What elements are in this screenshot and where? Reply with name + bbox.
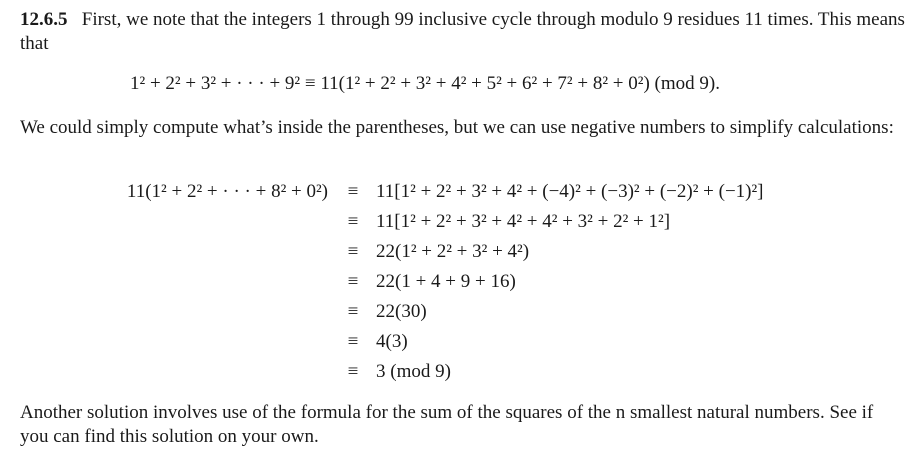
derivation-row [0,300,921,326]
closing-paragraph: Another solution involves use of the formula for the sum of the squares of the n smallest natural numbers. See if you can find this solution on your own. [20,402,874,447]
problem-number: 12.6.5 [20,9,68,30]
congruence-symbol: ≡ [347,181,359,202]
derivation-step: 3 (mod 9) [376,361,451,382]
congruence-symbol: ≡ [347,361,359,382]
congruence-symbol: ≡ [347,331,359,352]
derivation-step: 4(3) [376,331,408,352]
congruence-symbol: ≡ [347,211,359,232]
derivation-row [0,240,921,266]
derivation-step: 22(1 + 4 + 9 + 16) [376,271,516,292]
derivation-step: 22(30) [376,301,427,322]
congruence-symbol: ≡ [347,301,359,322]
derivation-step: 22(1² + 2² + 3² + 4²) [376,241,530,262]
derivation-step: 11[1² + 2² + 3² + 4² + 4² + 3² + 2² + 1²] [376,211,671,232]
intro-text: First, we note that the integers 1 through 99 inclusive cycle through modulo 9 residues 11 times. This means that [20,9,905,54]
congruence-symbol: ≡ [347,241,359,262]
congruence-display: 1² + 2² + 3² + · · · + 9² ≡ 11(1² + 2² + 3² + 4² + 5² + 6² + 7² + 8² + 0²) (mod 9). [130,73,720,94]
congruence-symbol: ≡ [347,271,359,292]
intro-paragraph [20,8,905,56]
derivation-row [0,270,921,296]
derivation-lhs: 11(1² + 2² + · · · + 8² + 0²) [126,181,328,202]
derivation-row [0,180,921,206]
derivation-row [0,330,921,356]
derivation-row [0,210,921,236]
derivation-row [0,360,921,386]
derivation-step: 11[1² + 2² + 3² + 4² + (−4)² + (−3)² + (−2)² + (−1)²] [376,181,764,202]
middle-paragraph: We could simply compute what’s inside the parentheses, but we can use negative numbers to simplify calculations: [20,117,894,138]
